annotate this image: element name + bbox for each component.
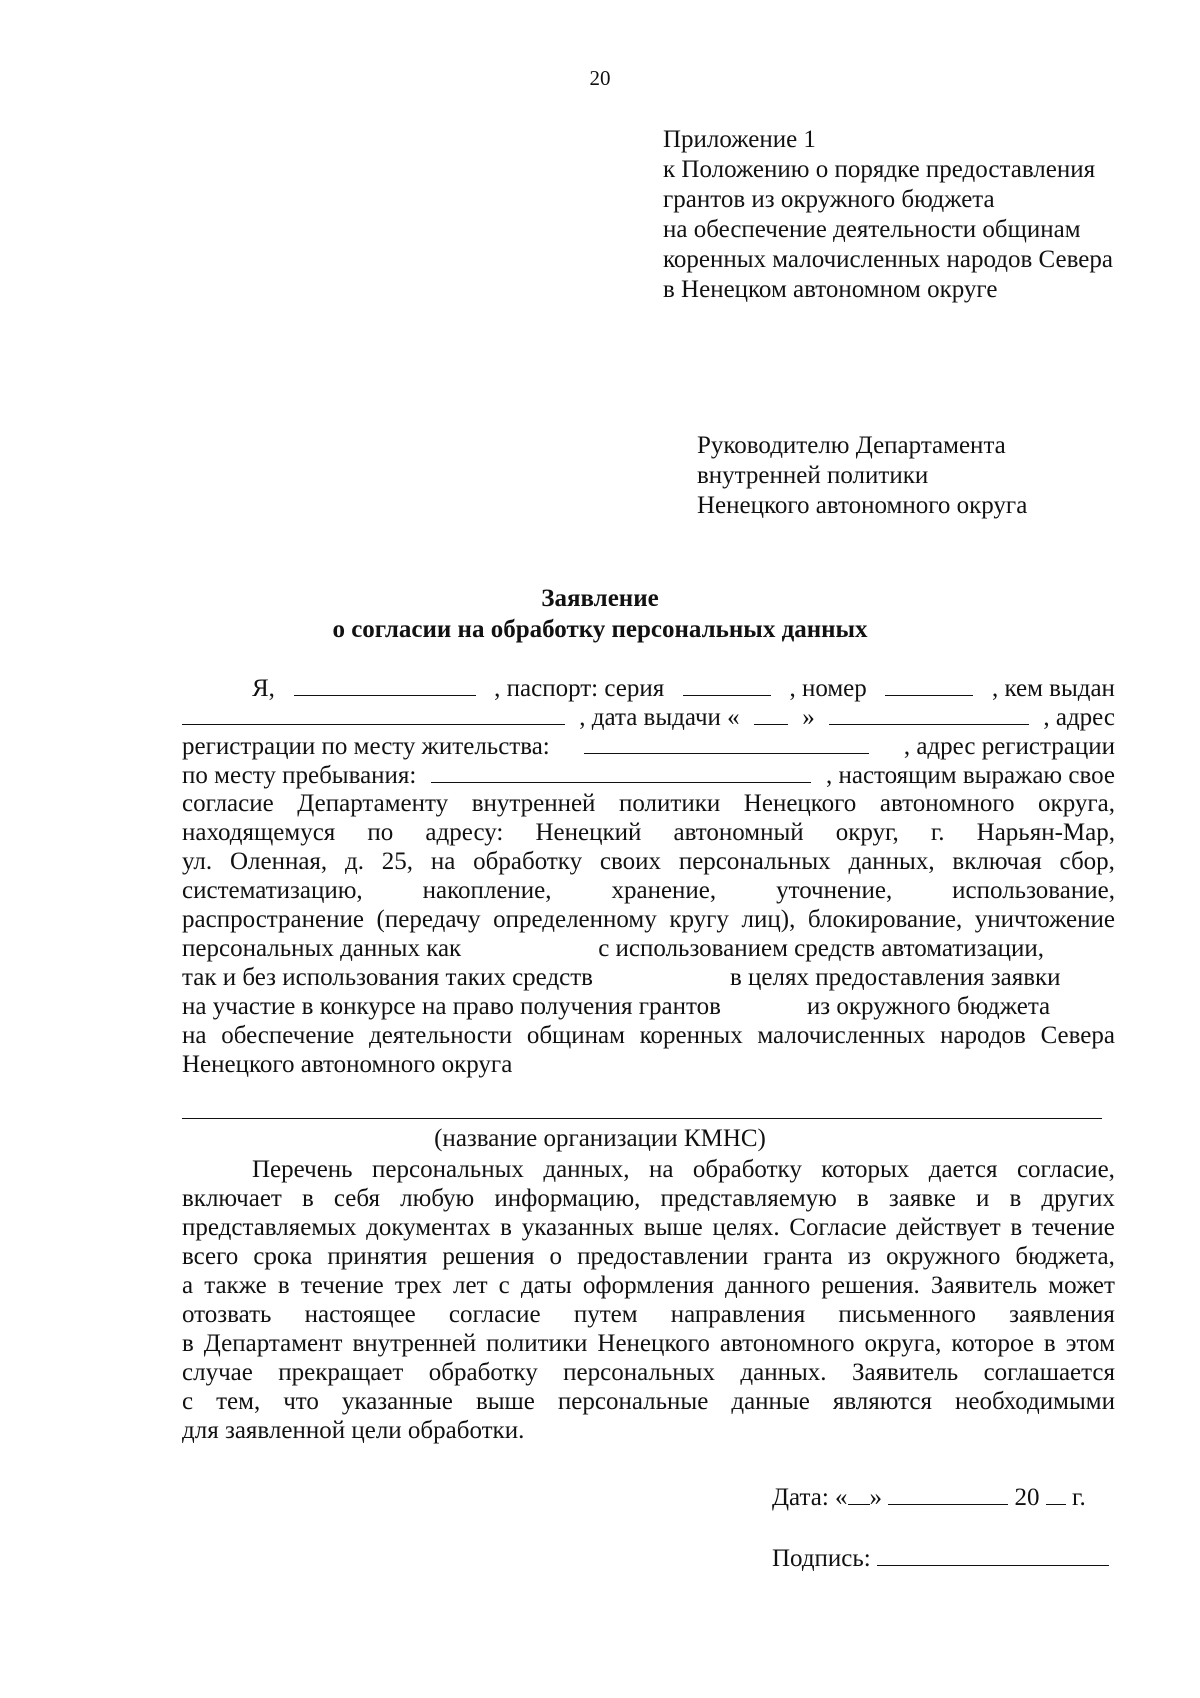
- word: автономного: [879, 790, 1015, 817]
- word: на: [648, 1156, 674, 1183]
- word: предоставлении: [577, 1243, 749, 1270]
- word: прекращает: [278, 1359, 404, 1386]
- word: Севера: [1040, 1022, 1115, 1049]
- word: накопление,: [422, 877, 552, 904]
- statement-text: по месту пребывания:: [182, 762, 417, 789]
- consent-line: [182, 1387, 1115, 1416]
- word: согласие,: [1016, 1156, 1115, 1183]
- statement-text: с использованием средств автоматизации,: [598, 935, 1044, 962]
- word: включая: [952, 848, 1042, 875]
- word: указанных: [521, 1214, 635, 1241]
- passport-number-field[interactable]: [885, 673, 973, 696]
- appendix-line: в Ненецком автономном округе: [663, 276, 998, 303]
- stay-address-field[interactable]: [431, 760, 811, 783]
- statement-line: [182, 934, 1115, 963]
- word: персональных: [678, 848, 831, 875]
- word: в: [856, 1185, 869, 1212]
- word: персональных: [372, 1156, 524, 1183]
- word: других: [1041, 1185, 1115, 1212]
- word: систематизацию,: [182, 877, 363, 904]
- word: Ненецкого: [743, 790, 857, 817]
- word: принятия: [327, 1243, 428, 1270]
- word: на: [182, 1022, 207, 1049]
- word: в: [1009, 1185, 1022, 1212]
- statement-text: так и без использования таких средств: [182, 964, 593, 991]
- word: Нарьян-Мар,: [976, 819, 1115, 846]
- word: действует: [896, 1214, 1001, 1241]
- word: включает: [182, 1185, 282, 1212]
- addressee-line: внутренней политики: [697, 462, 929, 489]
- word: сбор,: [1059, 848, 1115, 875]
- word: 25,: [381, 848, 414, 875]
- word: дается: [928, 1156, 998, 1183]
- date-close-quote: »: [869, 1484, 883, 1511]
- word: информацию,: [494, 1185, 641, 1212]
- issue-month-year-field[interactable]: [829, 702, 1029, 725]
- word: соглашается: [983, 1359, 1115, 1386]
- appendix-line: к Положению о порядке предоставления: [663, 156, 1096, 183]
- word: своих: [599, 848, 662, 875]
- addressee-line: Руководителю Департамента: [697, 432, 1006, 459]
- word: лет: [453, 1272, 488, 1299]
- organization-name-field[interactable]: [182, 1118, 1102, 1119]
- statement-text: , адрес регистрации: [903, 733, 1115, 760]
- word: в: [500, 1214, 512, 1241]
- word: данных,: [543, 1156, 630, 1183]
- consent-line: [182, 1329, 1115, 1358]
- passport-series-field[interactable]: [683, 673, 771, 696]
- word: документах: [366, 1214, 491, 1241]
- statement-text: , настоящим выражаю свое: [825, 762, 1115, 789]
- word: Департамент: [203, 1330, 343, 1357]
- signature-field[interactable]: [877, 1543, 1109, 1566]
- word: настоящее: [304, 1301, 416, 1328]
- document-title: [0, 584, 1200, 646]
- word: автономного: [719, 1330, 855, 1357]
- word: направления: [670, 1301, 806, 1328]
- statement-text: , адрес: [1043, 704, 1115, 731]
- word: кругу: [669, 906, 729, 933]
- date-suffix: г.: [1072, 1484, 1086, 1511]
- word: даты: [520, 1272, 572, 1299]
- word: персональных: [563, 1359, 715, 1386]
- word: письменного: [838, 1301, 976, 1328]
- word: д.: [345, 848, 364, 875]
- word: путем: [573, 1301, 638, 1328]
- statement-text: , кем выдан: [991, 675, 1115, 702]
- word: адресу:: [425, 819, 504, 846]
- word: блокирование,: [807, 906, 963, 933]
- word: тем,: [216, 1388, 261, 1415]
- word: которое: [951, 1330, 1034, 1357]
- consent-line: [182, 1155, 1115, 1184]
- word: отозвать: [182, 1301, 272, 1328]
- consent-line: для заявленной цели обработки.: [182, 1417, 525, 1444]
- word: согласие: [448, 1301, 541, 1328]
- word: деятельности: [368, 1022, 513, 1049]
- issue-day-field[interactable]: [754, 702, 788, 725]
- word: с: [182, 1388, 194, 1415]
- word: согласие: [182, 790, 274, 817]
- word: Ненецкий: [535, 819, 642, 846]
- statement-text: из окружного бюджета: [806, 993, 1051, 1020]
- word: данных.: [740, 1359, 827, 1386]
- consent-line: [182, 1300, 1115, 1329]
- statement-text: , паспорт: серия: [494, 675, 665, 702]
- word: бюджета,: [1015, 1243, 1115, 1270]
- word: необходимыми: [954, 1388, 1115, 1415]
- statement-line: [182, 963, 1115, 992]
- word: общинам: [526, 1022, 625, 1049]
- word: хранение,: [611, 877, 717, 904]
- date-month-field[interactable]: [888, 1482, 1008, 1505]
- name-field[interactable]: [294, 673, 476, 696]
- consent-line: [182, 1242, 1115, 1271]
- word: автономный: [673, 819, 804, 846]
- word: течение: [300, 1272, 384, 1299]
- statement-line: [182, 876, 1115, 905]
- word: о: [549, 1243, 563, 1270]
- word: внутренней: [471, 790, 596, 817]
- word: обеспечение: [221, 1022, 355, 1049]
- date-line: [772, 1482, 1117, 1512]
- statement-paragraph: [182, 673, 1115, 1079]
- appendix-line: на обеспечение деятельности общинам: [663, 216, 1081, 243]
- statement-line: [182, 992, 1115, 1021]
- word: округа,: [864, 1330, 942, 1357]
- appendix-line: Приложение 1: [663, 126, 816, 153]
- consent-line: [182, 1271, 1115, 1300]
- statement-line: [182, 702, 1115, 731]
- word: уточнение,: [776, 877, 893, 904]
- word: данные: [731, 1388, 810, 1415]
- statement-text: персональных данных как: [182, 935, 462, 962]
- statement-text: , дата выдачи «: [579, 704, 740, 731]
- word: находящемуся: [182, 819, 336, 846]
- addressee-block: [697, 431, 1187, 521]
- statement-line: Ненецкого автономного округа: [182, 1051, 513, 1078]
- word: являются: [832, 1388, 932, 1415]
- word: решения: [442, 1243, 535, 1270]
- organization-name-caption: (название организации КМНС): [434, 1125, 766, 1152]
- word: с: [498, 1272, 510, 1299]
- word: заявления: [1009, 1301, 1115, 1328]
- word: округ,: [835, 819, 899, 846]
- title-line-2: о согласии на обработку персональных данных: [332, 616, 868, 643]
- word: Заявитель: [930, 1272, 1038, 1299]
- word: также: [204, 1272, 267, 1299]
- word: лиц),: [741, 906, 796, 933]
- word: из: [847, 1243, 872, 1270]
- word: в: [1043, 1330, 1056, 1357]
- word: округа,: [1038, 790, 1115, 817]
- word: персональные: [557, 1388, 709, 1415]
- consent-paragraph: [182, 1155, 1115, 1445]
- word: которых: [821, 1156, 910, 1183]
- word: данных,: [848, 848, 935, 875]
- statement-line: [182, 1021, 1115, 1050]
- word: обработку: [473, 848, 583, 875]
- word: окружного: [886, 1243, 1001, 1270]
- title-line-1: Заявление: [541, 585, 659, 612]
- word: использование,: [952, 877, 1115, 904]
- word: в: [1010, 1214, 1023, 1241]
- word: выше: [643, 1214, 703, 1241]
- word: внутренней: [352, 1330, 477, 1357]
- word: любую: [400, 1185, 475, 1212]
- statement-text: Я,: [252, 675, 275, 702]
- word: обработку: [692, 1156, 802, 1183]
- statement-line: [182, 905, 1115, 934]
- word: (передачу: [376, 906, 481, 933]
- statement-line: [182, 847, 1115, 876]
- word: представляемых: [182, 1214, 357, 1241]
- word: народов: [940, 1022, 1026, 1049]
- word: всего: [182, 1243, 239, 1270]
- consent-line: [182, 1358, 1115, 1387]
- word: что: [283, 1388, 319, 1415]
- word: Заявитель: [851, 1359, 959, 1386]
- statement-text: на участие в конкурсе на право получения грантов: [182, 993, 721, 1020]
- word: в: [301, 1185, 314, 1212]
- word: и: [975, 1185, 990, 1212]
- word: а: [182, 1272, 194, 1299]
- word: решения.: [821, 1272, 920, 1299]
- word: случае: [182, 1359, 253, 1386]
- appendix-line: коренных малочисленных народов Севера: [663, 246, 1113, 273]
- word: в: [277, 1272, 290, 1299]
- word: оформления: [582, 1272, 714, 1299]
- word: обработку: [428, 1359, 538, 1386]
- statement-text: »: [802, 704, 815, 731]
- signature-line: [772, 1543, 1117, 1573]
- word: представляемую: [660, 1185, 837, 1212]
- word: данного: [725, 1272, 811, 1299]
- signature-label: Подпись:: [772, 1545, 871, 1572]
- word: трех: [394, 1272, 442, 1299]
- statement-line: [182, 731, 1115, 760]
- word: Перечень: [252, 1156, 353, 1183]
- appendix-block: [663, 125, 1193, 305]
- word: на: [430, 848, 456, 875]
- statement-line: [182, 760, 1115, 789]
- statement-line: [182, 673, 1115, 702]
- appendix-line: грантов из окружного бюджета: [663, 186, 995, 213]
- page-number: 20: [589, 66, 611, 90]
- word: распространение: [182, 906, 364, 933]
- word: в: [182, 1330, 194, 1357]
- word: малочисленных: [757, 1022, 926, 1049]
- date-year-prefix: 20: [1014, 1484, 1040, 1511]
- issued-by-field[interactable]: [182, 702, 565, 725]
- word: политики: [619, 790, 721, 817]
- word: заявке: [888, 1185, 956, 1212]
- word: течение: [1031, 1214, 1115, 1241]
- word: определенному: [493, 906, 657, 933]
- word: гранта: [763, 1243, 833, 1270]
- statement-line: [182, 789, 1115, 818]
- date-year-field[interactable]: [1046, 1482, 1066, 1505]
- word: политики: [486, 1330, 588, 1357]
- word: Согласие: [789, 1214, 887, 1241]
- word: уничтожение: [974, 906, 1115, 933]
- word: целях.: [712, 1214, 780, 1241]
- word: указанные: [341, 1388, 453, 1415]
- statement-text: в целях предоставления заявки: [730, 964, 1061, 991]
- word: по: [367, 819, 394, 846]
- date-label: Дата: «: [772, 1484, 848, 1511]
- word: ул.: [182, 848, 213, 875]
- word: выше: [475, 1388, 535, 1415]
- word: этом: [1065, 1330, 1115, 1357]
- word: Ненецкого: [597, 1330, 710, 1357]
- addressee-line: Ненецкого автономного округа: [697, 492, 1028, 519]
- word: себя: [333, 1185, 380, 1212]
- statement-text: регистрации по месту жительства:: [182, 733, 550, 760]
- word: г.: [930, 819, 945, 846]
- word: может: [1048, 1272, 1115, 1299]
- word: коренных: [639, 1022, 743, 1049]
- consent-line: [182, 1213, 1115, 1242]
- consent-line: [182, 1184, 1115, 1213]
- statement-text: , номер: [789, 675, 867, 702]
- statement-line: [182, 818, 1115, 847]
- word: Оленная,: [229, 848, 328, 875]
- residence-address-field[interactable]: [584, 731, 869, 754]
- word: срока: [253, 1243, 313, 1270]
- word: Департаменту: [297, 790, 449, 817]
- date-day-field[interactable]: [848, 1482, 870, 1505]
